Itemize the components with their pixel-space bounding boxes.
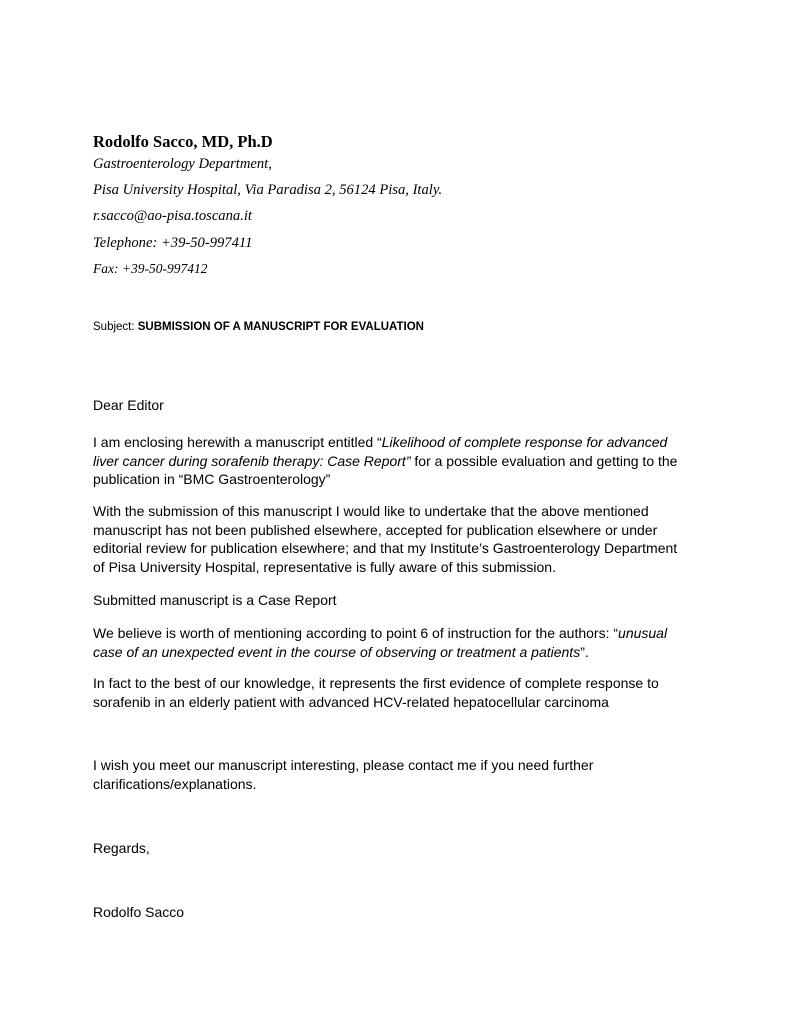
- signature: Rodolfo Sacco: [93, 904, 185, 920]
- p5-line2: sorafenib in an elderly patient with advanced HCV-related hepatocellular carcinoma: [93, 693, 609, 710]
- subject-label: Subject:: [93, 321, 138, 333]
- paragraph-worth-mentioning: [93, 624, 667, 661]
- paragraph-case-report: Submitted manuscript is a Case Report: [93, 592, 337, 608]
- p5-line1: In fact to the best of our knowledge, it represents the first evidence of complete response to: [93, 675, 659, 691]
- p6-line1: I wish you meet our manuscript interesting, please contact me if you need further: [93, 757, 594, 773]
- subject-line: [93, 321, 424, 333]
- subject-text: SUBMISSION OF A MANUSCRIPT FOR EVALUATION: [137, 321, 424, 333]
- p1-line2-plain: for a possible evaluation and getting to the: [410, 452, 678, 469]
- sender-name: Rodolfo Sacco, MD, Ph.D: [93, 132, 273, 151]
- p2-line2: manuscript has not been published elsewhere, accepted for publication elsewhere or under: [93, 521, 658, 538]
- sender-department: Gastroenterology Department,: [93, 156, 272, 172]
- p4-line2-plain: ”.: [580, 643, 589, 660]
- sender-telephone: Telephone: +39-50-997411: [93, 235, 253, 251]
- sender-email: r.sacco@ao-pisa.toscana.it: [93, 208, 252, 224]
- p1-line1-italic: Likelihood of complete response for advanced: [381, 434, 668, 450]
- paragraph-undertaking: [93, 502, 677, 576]
- sender-address: Pisa University Hospital, Via Paradisa 2, 56124 Pisa, Italy.: [93, 182, 443, 198]
- p2-line1: With the submission of this manuscript I would like to undertake that the above mentioned: [93, 503, 649, 519]
- paragraph-evidence: [93, 674, 659, 711]
- paragraph-manuscript-title: [93, 433, 677, 489]
- p1-line1-plain: I am enclosing herewith a manuscript entitled “: [93, 434, 382, 450]
- p2-line4: of Pisa University Hospital, representative is fully aware of this submission.: [93, 558, 556, 575]
- p2-line3: editorial review for publication elsewhere; and that my Institute’s Gastroenterology Department: [93, 540, 678, 556]
- closing: Regards,: [93, 840, 150, 856]
- salutation: Dear Editor: [93, 397, 164, 413]
- p4-line1-plain: We believe is worth of mentioning according to point 6 of instruction for the authors: “: [93, 625, 619, 641]
- p1-line3: publication in “BMC Gastroenterology”: [93, 471, 331, 487]
- sender-fax: Fax: +39-50-997412: [93, 261, 208, 276]
- p4-line1-italic: unusual: [618, 625, 668, 641]
- p6-line2: clarifications/explanations.: [93, 775, 257, 792]
- paragraph-contact: [93, 756, 593, 793]
- p4-line2-italic: case of an unexpected event in the course of observing or treatment a patients: [93, 643, 581, 660]
- p1-line2-italic: liver cancer during sorafenib therapy: Case Report”: [93, 452, 411, 469]
